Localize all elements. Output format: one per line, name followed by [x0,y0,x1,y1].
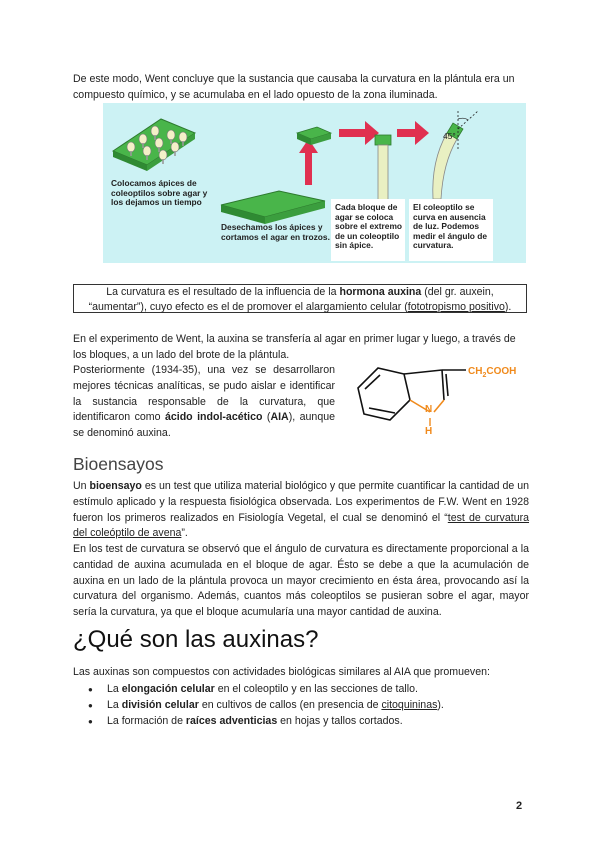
item-bold: división celular [121,698,199,711]
list-item [73,714,529,730]
item-pre: La [107,683,122,695]
bio-p1-bold: bioensayo [89,480,142,492]
bio-p1-pre: Un [73,480,90,492]
cytokinins-link[interactable]: citoquininas [381,698,438,711]
isolation-paragraph [73,363,335,442]
item-post: en hojas y tallos cortados. [277,714,403,727]
aia-abbrev: AIA [270,411,289,424]
item-bold: raíces adventicias [185,714,278,727]
ch-subscript: 2 [482,372,487,379]
callout-post: ). [504,300,512,313]
item-post: en cultivos de callos (en presencia de [198,698,382,711]
auxin-callout-box [73,284,527,313]
item-end: ). [437,698,444,711]
isolation-post: ), aunque se denominó auxina. [73,411,335,440]
list-item [73,682,529,698]
cooh-text: COOH [486,366,517,377]
label-discard-tips: Desechamos los ápices y cortamos el agar en trozos. [221,222,330,242]
label-place-tips: Colocamos ápices de coleoptilos sobre agar y los dejamos un tiempo [111,178,208,208]
phototropism-link[interactable]: fototropismo positivo [407,300,505,313]
nitrogen-label: N [425,404,433,415]
item-pre: La [107,698,122,711]
curvature-test-paragraph: En los test de curvatura se observó que el ángulo de curvatura es directamente proporcional a la cantidad de auxina acumulada en el bloque de agar. Ésto se debe a que la acumulación de auxina en un lado de la plántula provoca un mayor crecimiento en ésta área, provocando así la curvatura del organismo. Además, cuantos más coleoptilos se pusieran sobre el agar, mayor sería la curvatura, ya que el bloque acumularía una mayor cantidad de auxina. [73,543,529,619]
experiment-line: En el experimento de Went, la auxina se transfería al agar en primer lugar y luego, a través de los bloques, a un lado del brote de la plántula. [73,333,516,361]
callout-mid: (del gr. auxein, “aumentar”), cuyo efecto es el de promover el alargamiento celular ( [88,286,494,313]
isolation-mid: ( [262,411,271,424]
angle-label: 45° [443,131,456,141]
hydrogen-label: H [425,426,433,437]
intro-paragraph: De este modo, Went concluye que la sustancia que causaba la curvatura en la plántula era un compuesto químico, y se acumulaba en el lado opuesto de la zona iluminada. [73,73,515,101]
label-curvature: El coleoptilo se curva en ausencia de luz. Podemos medir el ángulo de curvatura. [413,202,487,251]
auxinas-heading: ¿Qué son las auxinas? [73,626,319,653]
callout-pre: La curvatura es el resultado de la influencia de la [106,286,340,298]
list-item [73,698,529,714]
aia-full-name: ácido indol-acético [164,411,263,424]
item-post: en el coleoptilo y en las secciones de tallo. [214,683,418,695]
side-chain-label [468,366,516,379]
item-bold: elongación celular [121,683,215,695]
bioensayos-heading: Bioensayos [73,454,164,474]
bio-p1-mid: es un test que utiliza material biológico y que permite cuantificar la cantidad de un estímulo aplicado y la respuesta fisiológica observada. Los experimentos de F.W. Went en 1928 fueron los primeros realizados en Fisiología Vegetal, el cual se denominó el “ [73,480,529,524]
iaa-molecule [348,356,528,445]
label-block-placed: Cada bloque de agar se coloca sobre el extremo de un coleoptilo sin ápice. [335,202,403,251]
item-pre: La formación de [107,714,186,727]
isolation-pre: Posteriormente (1934-35), una vez se desarrollaron mejores técnicas analíticas, se pudo aislar e identificar la sustancia responsable de la curvatura, que identificaron como [73,364,335,424]
auxin-effects-list [73,682,529,729]
callout-bold-hormone: hormona auxina [339,286,422,298]
went-experiment-figure [103,103,526,263]
bio-p1-post: ”. [181,527,188,540]
page-number: 2 [516,800,523,812]
curvature-test-link[interactable]: test de curvatura del coleóptilo de avena [73,511,530,540]
bioensayo-definition [73,479,529,542]
auxinas-intro: Las auxinas son compuestos con actividades biológicas similares al AIA que promueven: [73,666,490,678]
ch-text: CH [468,366,483,377]
